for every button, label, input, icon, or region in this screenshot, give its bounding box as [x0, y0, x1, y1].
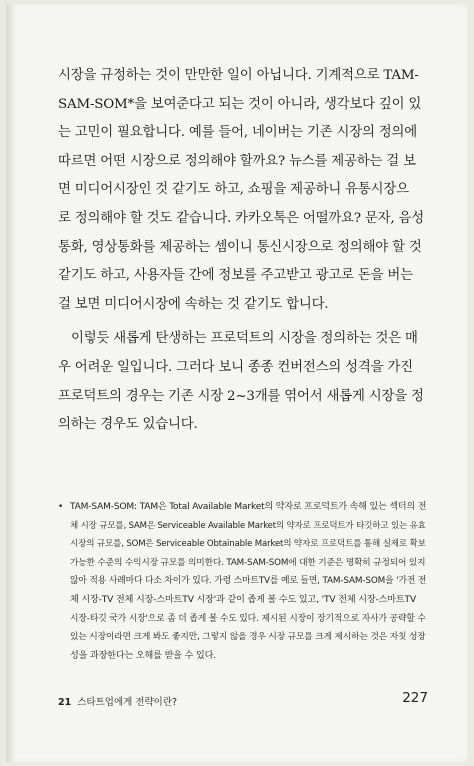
body-line: 걸 보면 미디어시장에 속하는 것 같기도 합니다. — [58, 296, 329, 312]
body-line: 로 정의해야 할 것도 같습니다. 카카오톡은 어떨까요? 문자, 음성 — [58, 210, 424, 226]
body-line: 는 고민이 필요합니다. 예를 들어, 네이버는 기존 시장의 정의에 — [58, 125, 417, 141]
body-line: 시장을 규정하는 것이 만만한 일이 아닙니다. 기계적으로 TAM- — [58, 68, 419, 83]
body-line: 프로덕트의 경우는 기존 시장 2~3개를 엮어서 새롭게 시장을 정 — [58, 388, 424, 404]
page-footer — [58, 690, 428, 710]
body-line: 이렇듯 새롭게 탄생하는 프로덕트의 시장을 정의하는 것은 매 — [71, 331, 418, 347]
page-number: 227 — [402, 690, 428, 706]
footnote-text: TAM-SAM-SOM: TAM은 Total Available Market의 약자로 프로덕트가 속해 있는 섹터의 전 — [70, 502, 427, 512]
footnote-line: 있는 시장이라면 크게 봐도 좋지만, 그렇지 않을 경우 시장 규모를 크게 제시하는 것은 자칫 성장 — [70, 632, 426, 643]
footnote — [58, 498, 428, 665]
running-footer-chapter — [58, 694, 177, 708]
chapter-title: 스타트업에게 전략이란? — [77, 697, 178, 708]
footnote-line: 않아 적용 사례마다 다소 차이가 있다. 가령 스마트TV를 예로 들면, TAM-SAM-SOM을 '가전 전 — [70, 576, 427, 587]
body-line: 우 어려운 일입니다. 그러다 보니 종종 컨버전스의 성격을 가진 — [58, 359, 413, 375]
footnote-bullet: • — [58, 502, 64, 512]
body-line: 같기도 하고, 사용자들 간에 정보를 주고받고 광고로 돈을 버는 — [58, 268, 413, 284]
footnote-line: 성을 과장한다는 오해를 받을 수 있다. — [70, 650, 216, 661]
body-line: SAM-SOM*을 보여준다고 되는 것이 아니라, 생각보다 깊이 있 — [58, 96, 422, 112]
body-text — [58, 62, 428, 440]
body-line: 의하는 경우도 있습니다. — [58, 417, 198, 433]
footnote-line — [58, 498, 428, 517]
footnote-line: 체 시장-TV 전체 시장-스마트TV 시장'과 같이 좁게 볼 수도 있고, 'TV 전체 시장-스마트TV — [70, 594, 417, 605]
body-line: 따르면 어떤 시장으로 정의해야 할까요? 뉴스를 제공하는 걸 보 — [58, 153, 416, 169]
footnote-line: 시장-타깃 국가 시장'으로 좀 더 좁게 볼 수도 있다. 제시된 시장이 장기적으로 자사가 공략할 수 — [70, 613, 426, 624]
footnote-line: 체 시장 규모를, SAM은 Serviceable Available Market의 약자로 프로덕트가 타깃하고 있는 유효 — [70, 520, 426, 531]
footnote-line: 시장의 규모를, SOM은 Serviceable Obtainable Market의 약자로 프로덕트를 통해 실제로 확보 — [70, 539, 426, 550]
chapter-number: 21 — [58, 697, 72, 708]
body-line: 면 미디어시장인 것 같기도 하고, 쇼핑을 제공하니 유통시장으 — [58, 182, 409, 198]
page-gutter-shadow — [6, 4, 16, 762]
footnote-line: 가능한 수준의 수익시장 규모를 의미한다. TAM-SAM-SOM에 대한 기준은 명확히 규정되어 있지 — [70, 557, 426, 568]
body-line: 통화, 영상통화를 제공하는 셈이니 통신시장으로 정의해야 할 것 — [58, 239, 422, 255]
